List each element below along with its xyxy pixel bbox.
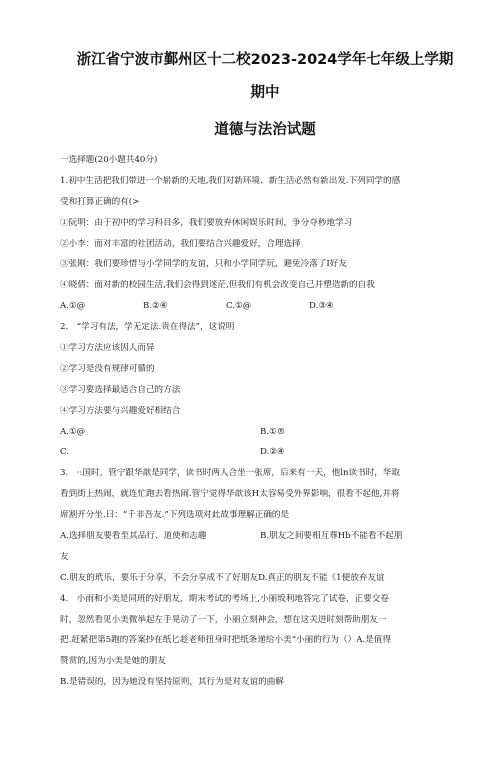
question-2-options-row-2 [60, 447, 470, 458]
exam-body [60, 155, 470, 688]
question-2-item-4: ④学习方法要与兴趣爱好相结合 [60, 405, 181, 416]
question-1-stem-1: 1.初中生活把我们带进一个崭新的天地,我们对新环境、新生活必然有新出发.下列同学的感 [60, 175, 401, 186]
exam-title-line-1: 浙江省宁波市鄞州区十二校2023-2024学年七年级上学期 [76, 52, 454, 68]
question-2-item-3: ③学习要选择最适合自己的方法 [60, 384, 181, 395]
question-1 [60, 176, 470, 312]
question-4-stem-2: 时，忽然看见小美微举起左手晃动了一下，小丽立刻神会，想在这关进时刻帮助朋友一 [60, 614, 387, 625]
question-4-stem-4: 赞赏的,因为小美是她的朋友 [60, 656, 166, 667]
question-2-stem: 2. “学习有法，学无定法.贵在得法”，这说明 [60, 322, 235, 333]
question-2-option-c: C. [60, 447, 70, 458]
section-heading: 一选择题(20小题共40分) [60, 155, 158, 165]
question-3-option-a: A.选择朋友要看至其品行、道使和志趣 [60, 531, 207, 542]
question-3-options-ab [60, 531, 470, 542]
question-3-stem-1: 3. ·:国时，管宁跟华歆是同学，读书时两人合坐一张席，后来有一天，他ln读书时，华取 [60, 468, 401, 479]
question-1-option-b: B.②④ [143, 301, 168, 312]
question-1-item-4: ④晓倩：面对新的校园生活,我们会得到迷茫,但我们有机会改变自己并塑造新的自我 [60, 280, 375, 291]
question-4 [60, 594, 470, 688]
question-2-options-row-1 [60, 427, 470, 438]
question-3 [60, 468, 470, 583]
exam-title-line-2: 期中 [250, 85, 280, 101]
question-2-option-a: A.①@ [60, 426, 86, 437]
question-1-item-1: ①阮明：由于初中的学习科目多，我们要放弃休闲娱乐时间，争分夺秒地学习 [60, 217, 353, 228]
question-2-item-1: ①学习方法应该因人而异 [60, 343, 155, 354]
question-1-option-c: C.①@ [226, 301, 252, 312]
question-1-stem-2: 受和打算正确的有(> [60, 196, 140, 207]
question-1-item-3: ③张刚：我们要珍惜与小学同学的友谊，只和小学同学玩，避免冷落了I好友 [60, 259, 347, 270]
question-3-stem-2: 看到街上热闹，就连忙跑去看热闹.管宁觉得华歆该H太容易受外界影响，很看不起他,并将 [60, 489, 400, 500]
document-page [0, 50, 500, 757]
question-3-option-b-continued: 友 [60, 551, 69, 562]
question-2 [60, 322, 470, 458]
question-1-option-d: D.③④ [309, 301, 334, 312]
question-1-item-2: ②小李：面对丰富的社团活动，我们要结合兴趣爱好，合理选择 [60, 238, 301, 249]
exam-subject-title: 道德与法治试题 [214, 122, 316, 138]
question-2-item-2: ②学习是没有规律可循的 [60, 363, 155, 374]
question-2-option-d: D.②④ [260, 447, 285, 458]
question-4-stem-1: 4. 小雨和小美是同班的好朋友，期末考试的考场上,小丽坂利地答完了试卷，正要交卷 [60, 593, 389, 604]
question-1-options [60, 301, 470, 312]
question-3-options-cd: C.朋友的玳乐，要乐于分享，不会分享成不了好朋友D.真正的朋友不能《1便放弃友谊 [60, 572, 385, 583]
question-2-option-b: B.①® [260, 426, 286, 437]
question-4-option-b: B.是错误的，因为她没有坚持原则，其行为是对友谊的曲解 [60, 677, 284, 688]
question-1-option-a: A.①@ [60, 301, 86, 312]
question-3-stem-3: 席割开分坐.曰：“千非吾友.”下列选项对此故事理解正确的是 [60, 510, 290, 521]
question-3-option-b: B.朋友之间要相互尊Hb不能看不起朋 [260, 531, 403, 542]
question-4-stem-3: 把.赶紧把第5跑的答案抄在纸匕趁老师扭身时把纸条递给小美“小丽的行为（）A.是值得 [60, 635, 391, 646]
